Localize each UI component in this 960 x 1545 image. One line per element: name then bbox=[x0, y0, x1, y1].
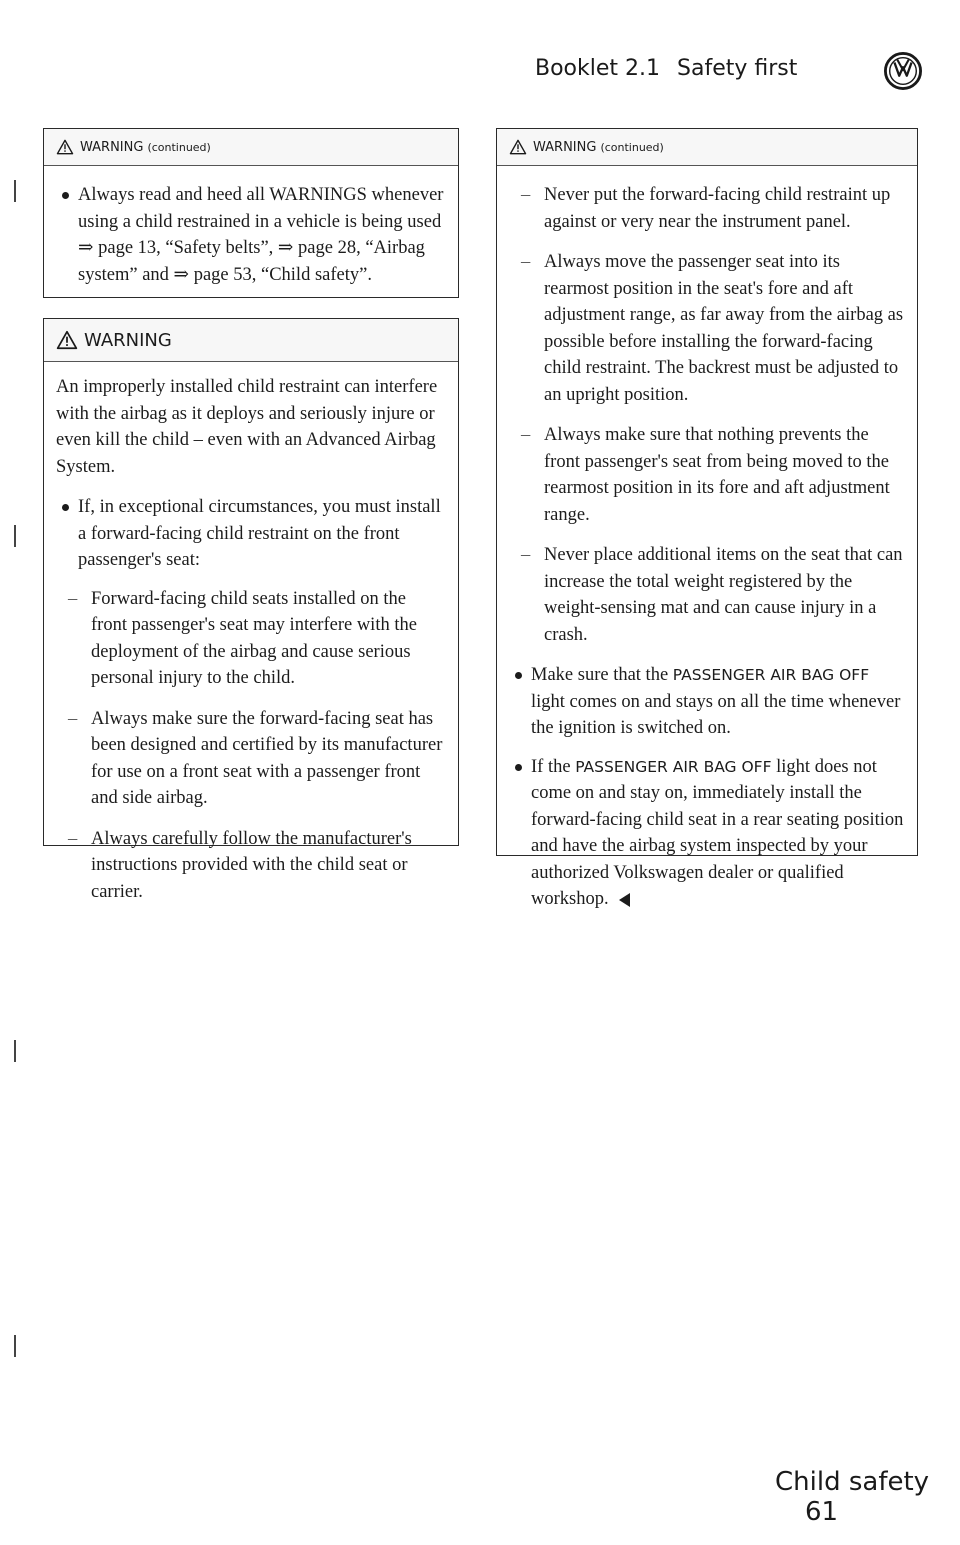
bullet-text: Make sure that the bbox=[531, 665, 669, 685]
dash-item: – Always carefully follow the manufacturer's instructions provided with the child seat or carrier. bbox=[56, 826, 446, 906]
bullet-item bbox=[509, 662, 905, 742]
dash-item: – Always make sure that nothing prevents the front passenger's seat from being moved to the rearmost position in its fore and aft adjustment range. bbox=[509, 422, 905, 528]
warning-header bbox=[44, 129, 458, 166]
warning-triangle-icon bbox=[509, 139, 527, 155]
warning-header bbox=[44, 319, 458, 362]
section-end-marker-icon bbox=[619, 893, 630, 907]
warning-box-left bbox=[43, 318, 459, 902]
indicator-label: PASSENGER AIR BAG OFF bbox=[672, 666, 870, 684]
bullet-text: light does not come on and stay on, immediately install the forward-facing child seat in a rear seating position and have the airbag system inspected by your authorized Volkswagen dealer or qualified workshop. bbox=[531, 756, 904, 909]
bullet-item bbox=[509, 754, 905, 913]
page-header bbox=[535, 56, 797, 81]
warning-body bbox=[44, 166, 458, 308]
margin-mark bbox=[14, 1335, 16, 1357]
bullet-text: light comes on and stays on all the time whenever the ignition is switched on. bbox=[531, 691, 901, 738]
margin-mark bbox=[14, 1040, 16, 1062]
continued-label: (continued) bbox=[147, 140, 211, 154]
dash-item: – Always move the passenger seat into its rearmost position in the seat's fore and aft adjustment range, as far away from the airbag as possible before installing the forward-facing child restraint. The backrest must be adjusted to an upright position. bbox=[509, 249, 905, 408]
footer-section-title: Child safety bbox=[775, 1467, 930, 1497]
booklet-label: Booklet 2.1 bbox=[535, 56, 661, 81]
warning-box-continued-left bbox=[43, 128, 459, 298]
dash-item: – Always make sure the forward-facing seat has been designed and certified by its manufacturer for use on a front seat with a passenger front and side airbag. bbox=[56, 706, 446, 812]
margin-mark bbox=[14, 525, 16, 547]
warning-body bbox=[44, 362, 458, 927]
warning-triangle-icon bbox=[56, 139, 74, 155]
warning-title: WARNING bbox=[80, 139, 144, 155]
vw-logo-icon bbox=[884, 52, 922, 90]
warning-header bbox=[497, 129, 917, 166]
page-footer bbox=[775, 1467, 960, 1527]
warning-title: WARNING bbox=[533, 139, 597, 155]
dash-item: – Never place additional items on the seat that can increase the total weight registered by the weight-sensing mat and can cause injury in a crash. bbox=[509, 542, 905, 648]
bullet-item: If, in exceptional circumstances, you must install a forward-facing child restraint on the front passenger's seat: bbox=[56, 494, 446, 574]
section-title: Safety first bbox=[677, 56, 798, 81]
warning-intro: An improperly installed child restraint can interfere with the airbag as it deploys and seriously injure or even kill the child – even with an Advanced Airbag System. bbox=[56, 377, 438, 477]
margin-mark bbox=[14, 180, 16, 202]
dash-item: – Forward-facing child seats installed on the front passenger's seat may interfere with the deployment of the airbag and cause serious personal injury to the child. bbox=[56, 586, 446, 692]
page-number: 61 bbox=[805, 1497, 839, 1527]
warning-box-continued-right bbox=[496, 128, 918, 909]
bullet-text: If the bbox=[531, 756, 571, 777]
warning-title: WARNING bbox=[84, 329, 172, 351]
bullet-item: Always read and heed all WARNINGS whenever using a child restrained in a vehicle is being used ⇒ page 13, “Safety belts”, ⇒ page 28, “Airbag system” and ⇒ page 53, “Child safety”. bbox=[56, 182, 446, 288]
warning-body bbox=[497, 166, 917, 933]
continued-label: (continued) bbox=[600, 140, 664, 154]
dash-item: – Never put the forward-facing child restraint up against or very near the instrument panel. bbox=[509, 182, 905, 235]
indicator-label: PASSENGER AIR BAG OFF bbox=[575, 757, 772, 776]
warning-triangle-icon bbox=[56, 330, 78, 350]
